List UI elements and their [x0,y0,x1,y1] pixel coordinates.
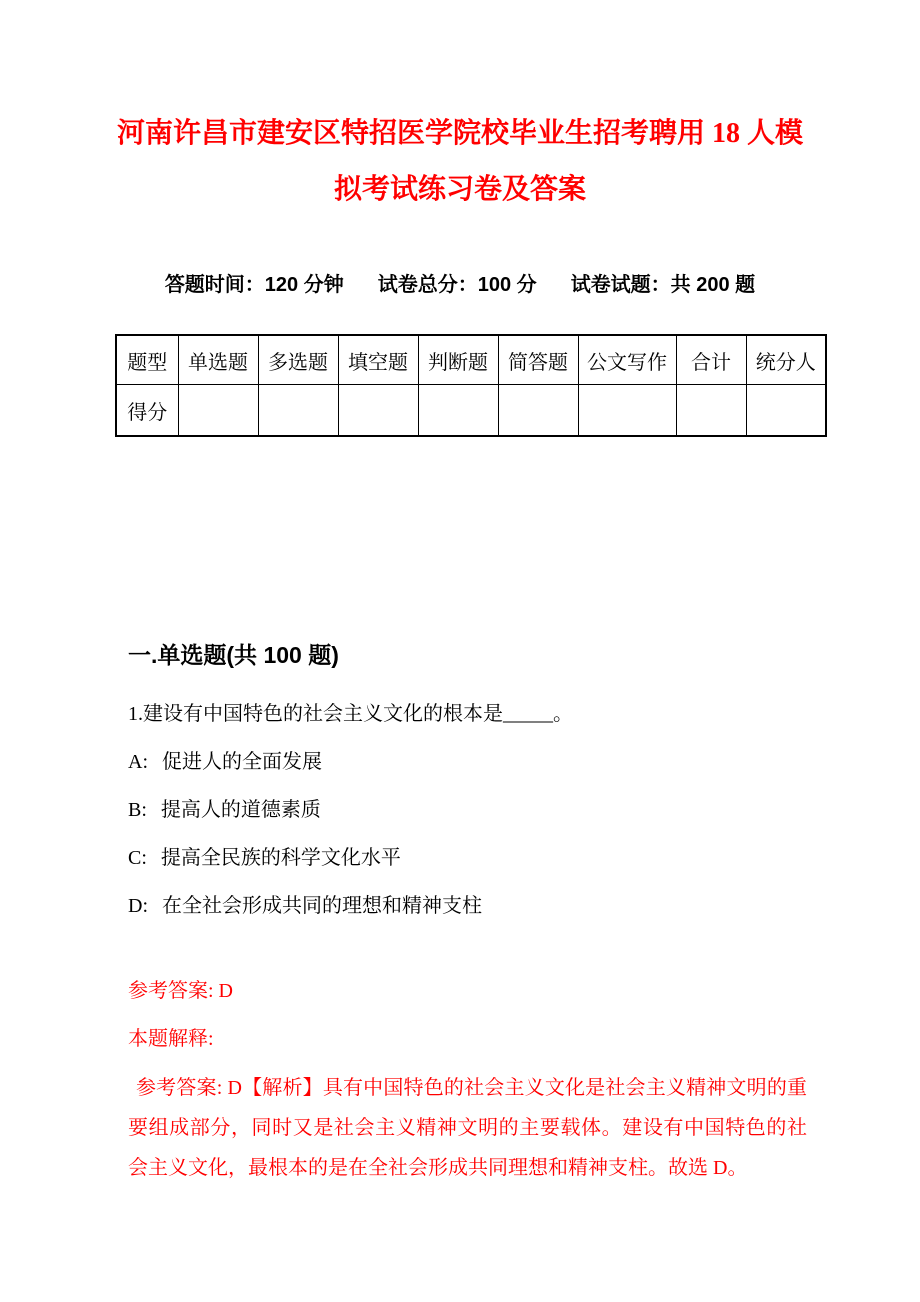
option-c-text: 提高全民族的科学文化水平 [160,847,401,869]
score-table-header-cell: 单选题 [178,335,258,385]
meta-answer-time: 答题时间：120 分钟 [164,274,344,296]
score-table [115,334,827,437]
score-cell-empty [418,385,498,437]
option-c-label: C: [128,847,147,869]
question-text: 1.建设有中国特色的社会主义文化的根本是_____。 [128,703,573,725]
meta-question-count: 试卷试题：共 200 题 [570,274,756,296]
score-cell-empty [578,385,676,437]
score-cell-empty [258,385,338,437]
score-table-header-cell: 多选题 [258,335,338,385]
reference-answer: 参考答案: D [128,980,233,1002]
option-d-label: D: [128,895,148,917]
explanation-label: 本题解释: [128,1028,214,1050]
score-table-header-cell: 合计 [676,335,746,385]
score-cell-empty [498,385,578,437]
option-a [128,745,805,774]
score-table-header-cell: 统分人 [746,335,826,385]
option-c [128,841,805,870]
option-a-label: A: [128,751,148,773]
score-row-label: 得分 [116,385,178,437]
option-b [128,793,805,822]
options-list [0,745,920,918]
score-table-header-cell: 填空题 [338,335,418,385]
score-table-header-cell: 判断题 [418,335,498,385]
meta-total-score: 试卷总分：100 分 [377,274,537,296]
section-heading: 一.单选题(共 100 题) [128,642,339,668]
score-table-header-row [116,335,826,385]
score-table-header-cell: 简答题 [498,335,578,385]
score-cell-empty [338,385,418,437]
score-cell-empty [178,385,258,437]
option-a-text: 促进人的全面发展 [162,751,322,773]
option-b-text: 提高人的道德素质 [160,799,321,821]
score-table-score-row [116,385,826,437]
score-cell-empty [746,385,826,437]
option-b-label: B: [128,799,147,821]
exam-meta [0,268,920,297]
score-table-header-cell: 题型 [116,335,178,385]
score-cell-empty [676,385,746,437]
explanation-text: 参考答案: D【解析】具有中国特色的社会主义文化是社会主义精神文明的重要组成部分，同时又是社会主义精神文明的主要载体。建设有中国特色的社会主义文化，最根本的是在全社会形成共同理想和精神支柱。故选 D。 [128,1077,807,1179]
page-title: 河南许昌市建安区特招医学院校毕业生招考聘用 18 人模拟考试练习卷及答案 [116,118,803,205]
score-table-header-cell: 公文写作 [578,335,676,385]
option-d [128,889,805,918]
option-d-text: 在全社会形成共同的理想和精神支柱 [162,895,482,917]
